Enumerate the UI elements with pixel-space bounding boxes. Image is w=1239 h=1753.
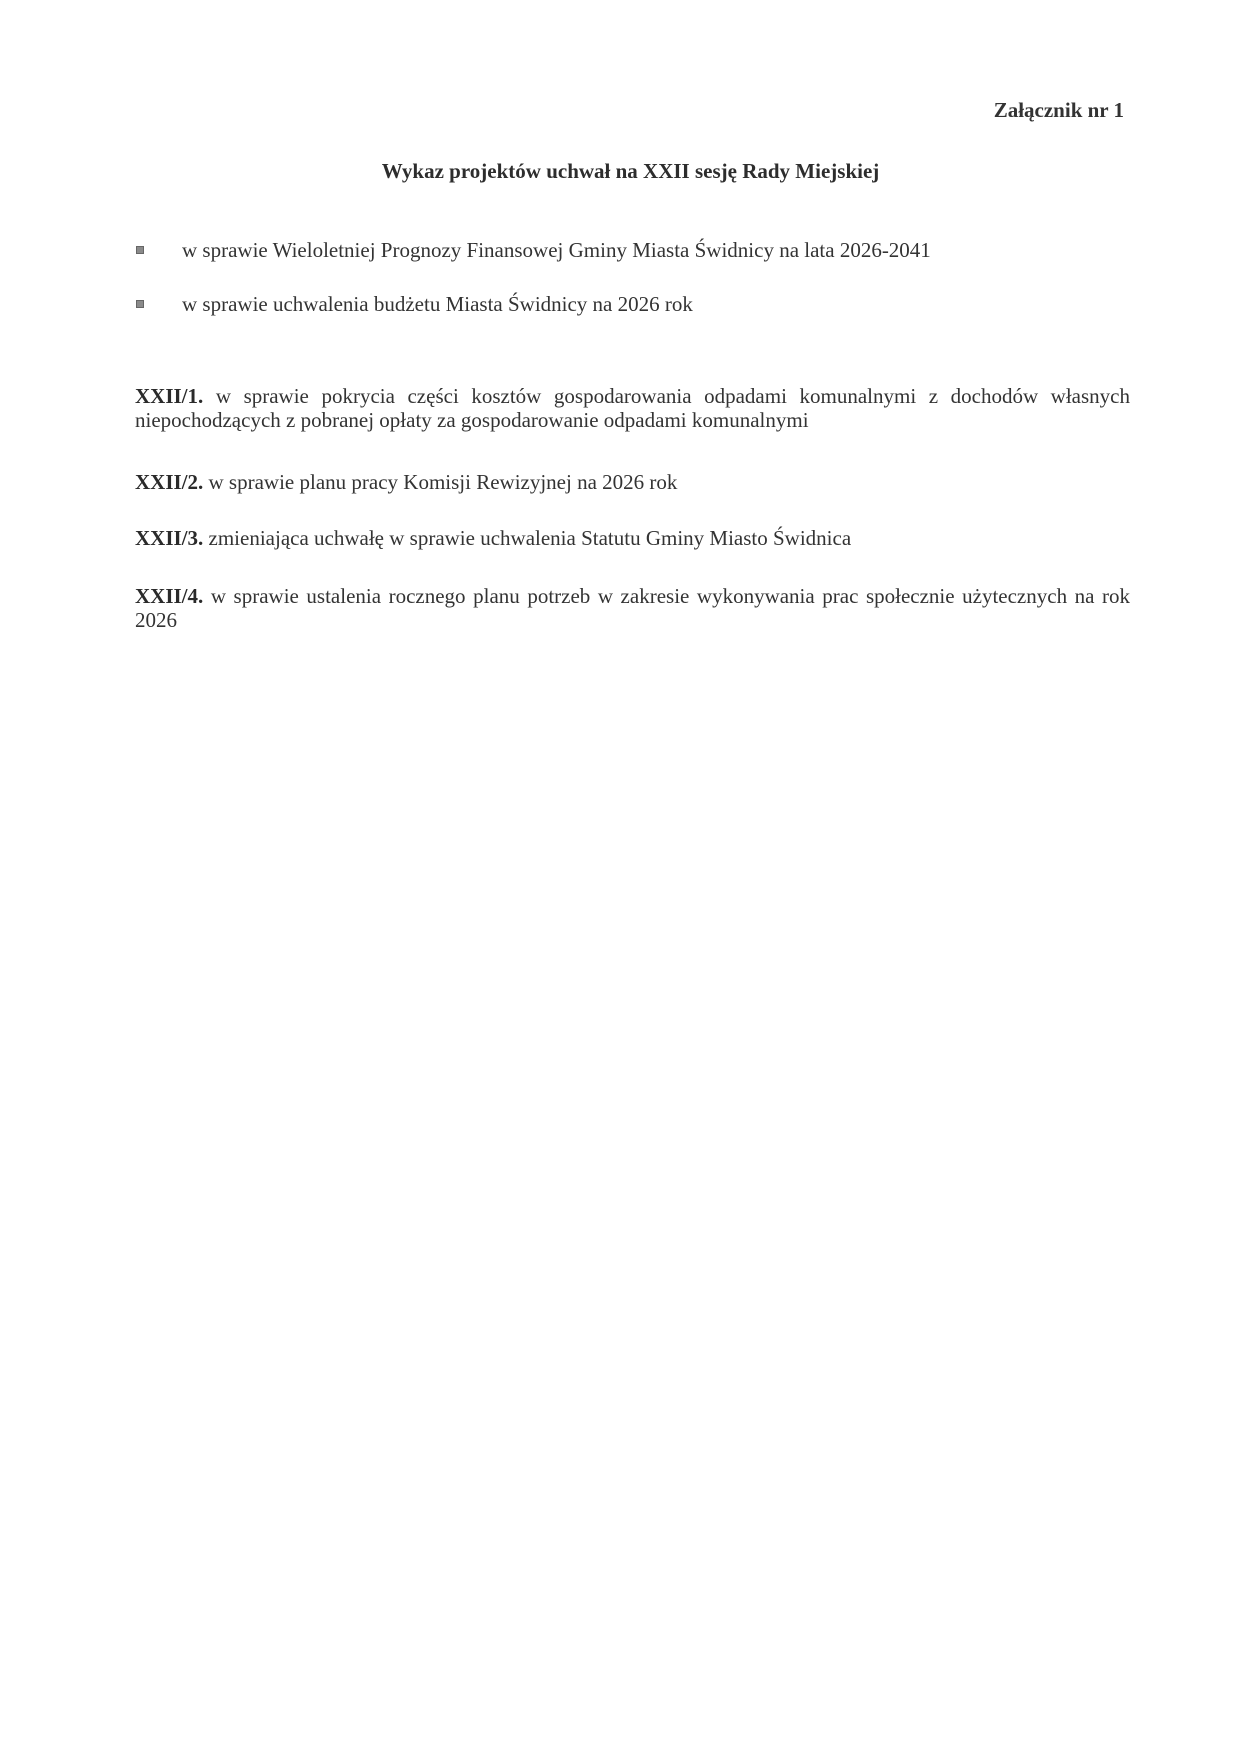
resolution-item [135, 584, 1130, 632]
attachment-label: Załącznik nr 1 [993, 98, 1124, 122]
list-item [136, 238, 931, 263]
list-item-text: w sprawie Wieloletniej Prognozy Finansowej Gminy Miasta Świdnicy na lata 2026-2041 [182, 238, 931, 262]
resolution-text: w sprawie pokrycia części kosztów gospodarowania odpadami komunalnymi z dochodów własnych niepochodzących z pobranej opłaty za gospodarowanie odpadami komunalnymi [135, 384, 1130, 432]
list-item-text: w sprawie uchwalenia budżetu Miasta Świdnicy na 2026 rok [182, 292, 693, 316]
resolution-item [135, 470, 1130, 494]
list-item [136, 292, 693, 317]
resolution-number: XXII/4. [135, 584, 204, 608]
resolution-text: w sprawie ustalenia rocznego planu potrzeb w zakresie wykonywania prac społecznie użytecznych na rok 2026 [135, 584, 1130, 632]
resolution-text: w sprawie planu pracy Komisji Rewizyjnej na 2026 rok [203, 470, 678, 494]
resolution-number: XXII/1. [135, 384, 204, 408]
document-title: Wykaz projektów uchwał na XXII sesję Rady Miejskiej [381, 159, 880, 183]
resolution-item [135, 384, 1130, 432]
resolution-number: XXII/3. [135, 526, 204, 550]
square-bullet-icon [136, 300, 144, 308]
resolution-item [135, 526, 1130, 550]
square-bullet-icon [136, 246, 144, 254]
resolution-number: XXII/2. [135, 470, 204, 494]
resolution-text: zmieniająca uchwałę w sprawie uchwalenia Statutu Gminy Miasto Świdnica [203, 526, 852, 550]
